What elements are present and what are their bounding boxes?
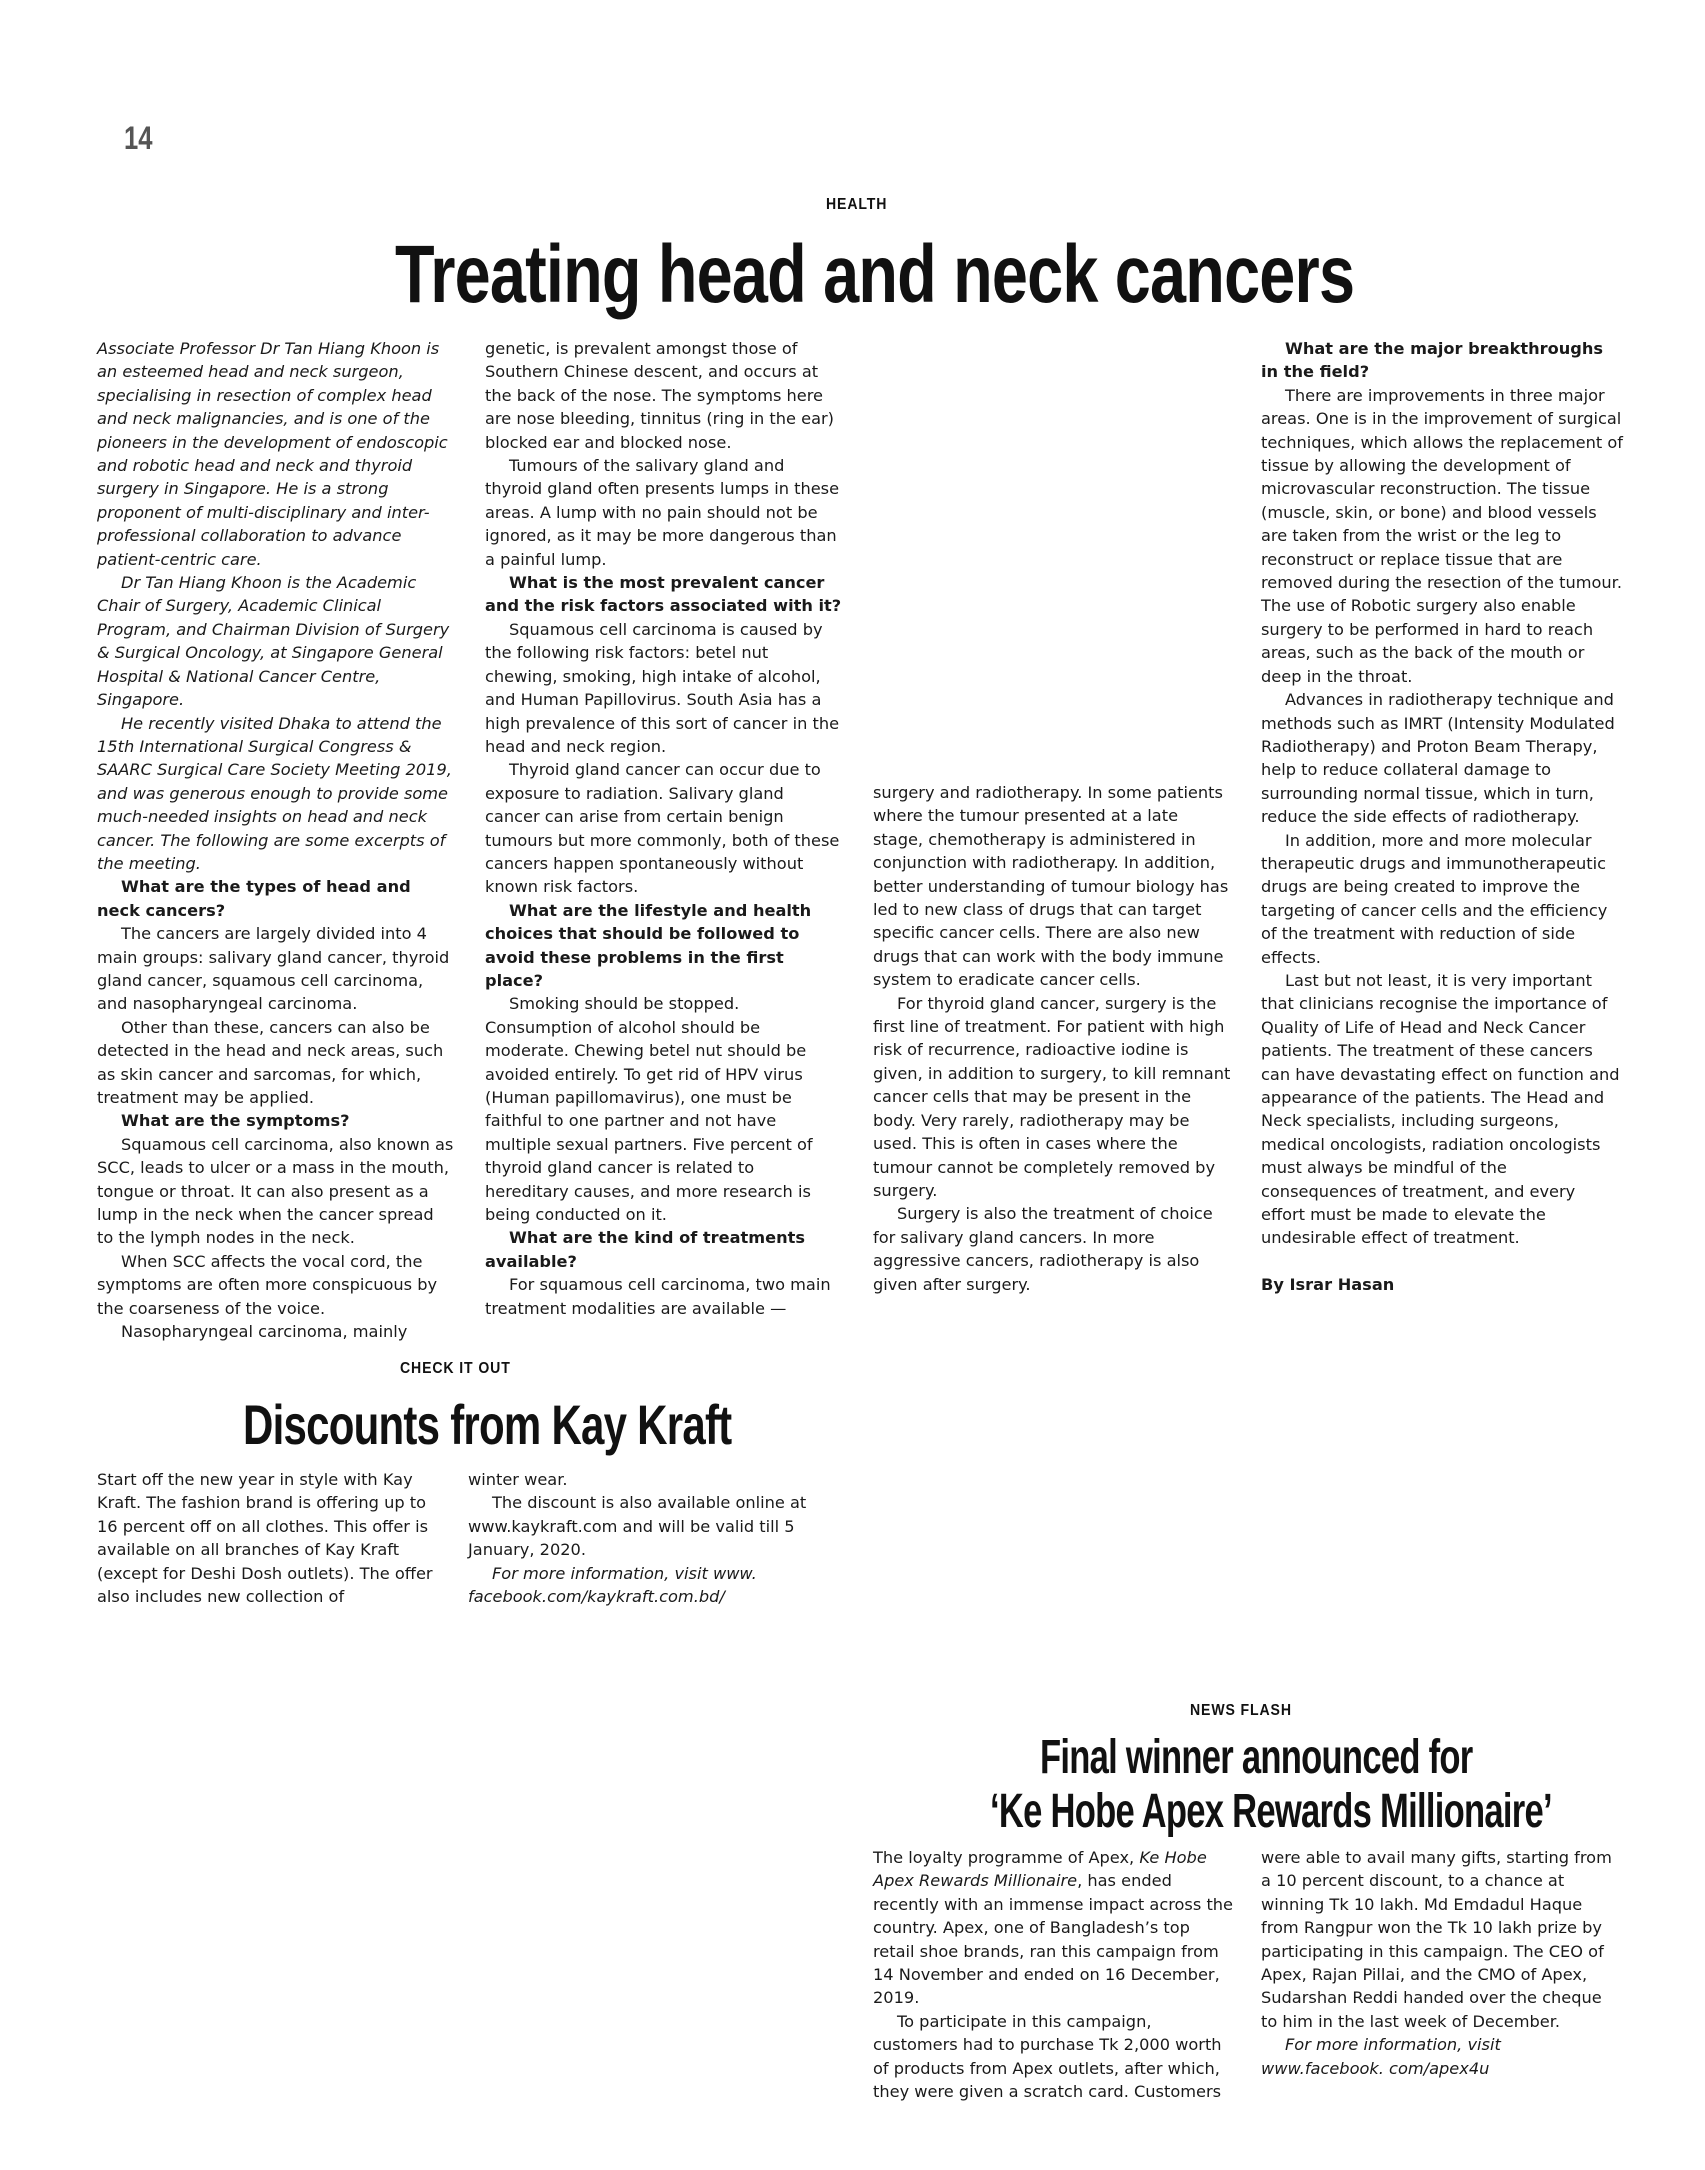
body-paragraph <box>873 1846 1233 2010</box>
health-kicker: HEALTH <box>826 196 888 213</box>
checkitout-column-2 <box>468 1468 813 1608</box>
body-paragraph: Nasopharyngeal carcinoma, mainly <box>121 1322 408 1342</box>
question-heading: What are the types of head and neck cancers? <box>97 877 411 920</box>
body-paragraph: Last but not least, it is very important that clinicians recognise the importance of Quality of Life of Head and Neck Cancer patients. The treatment of these cancers can have devastating effect on function and appearance of the patients. The Head and Neck specialists, including surgeons, medical oncologists, radiation oncologists must always be mindful of the consequences of treatment, and every effort must be made to elevate the undesirable effect of treatment. <box>1261 970 1620 1248</box>
body-paragraph: winter wear. <box>468 1470 568 1489</box>
body-paragraph: Other than these, cancers can also be detected in the head and neck areas, such as skin cancer and sarcomas, for which, treatment may be applied. <box>97 1017 444 1107</box>
body-paragraph: Smoking should be stopped. Consumption of alcohol should be moderate. Chewing betel nut should be avoided entirely. To get rid of HPV virus (Human papillomavirus), one must be faithful to one partner and not have multiple sexual partners. Five percent of thyroid gland cancer is related to hereditary causes, and more research is being conducted on it. <box>485 994 813 1225</box>
body-paragraph: When SCC affects the vocal cord, the symptoms are often more conspicuous by the coarseness of the voice. <box>97 1251 438 1318</box>
body-paragraph: genetic, is prevalent amongst those of Southern Chinese descent, and occurs at the back of the nose. The symptoms here are nose bleeding, tinnitus (ring in the ear) blocked ear and blocked nose. <box>485 339 834 452</box>
more-info-paragraph: For more information, visit www.facebook. com/apex4u <box>1261 2035 1501 2078</box>
checkitout-headline: Discounts from Kay Kraft <box>243 1393 732 1456</box>
health-column-4 <box>1261 337 1623 1296</box>
body-paragraph: Squamous cell carcinoma, also known as SCC, leads to ulcer or a mass in the mouth, tongue or throat. It can also present as a lump in the neck when the cancer spread to the lymph nodes in the neck. <box>97 1134 454 1248</box>
question-heading: What are the kind of treatments available? <box>485 1228 806 1271</box>
body-paragraph: Advances in radiotherapy technique and methods such as IMRT (Intensity Modulated Radiotherapy) and Proton Beam Therapy, help to reduce collateral damage to surrounding normal tissue, which in turn, reduce the side effects of radiotherapy. <box>1261 690 1615 827</box>
body-paragraph: To participate in this campaign, customers had to purchase Tk 2,000 worth of products from Apex outlets, after which, they were given a scratch card. Customers <box>873 2011 1222 2102</box>
body-paragraph: Tumours of the salivary gland and thyroid gland often presents lumps in these areas. A lump with no pain should not be ignored, as it may be more dangerous than a painful lump. <box>485 456 840 569</box>
health-column-1 <box>97 337 455 1343</box>
intro-paragraph: He recently visited Dhaka to attend the 15th International Surgical Congress & SAARC Surgical Care Society Meeting 2019, and was generous enough to provide some much-needed insights on head and neck cancer. The following are some excerpts of the meeting. <box>97 713 452 873</box>
newsflash-kicker: NEWS FLASH <box>1190 1702 1292 1719</box>
question-heading: What are the lifestyle and health choices that should be followed to avoid these problems in the first place? <box>485 900 812 990</box>
intro-paragraph: Associate Professor Dr Tan Hiang Khoon is an esteemed head and neck surgeon, specialising in resection of complex head and neck malignancies, and is one of the pioneers in the development of endoscopic and robotic head and neck and thyroid surgery in Singapore. He is a strong proponent of multi-disciplinary and inter-professional collaboration to advance patient-centric care. <box>97 339 448 569</box>
body-paragraph: The discount is also available online at www.kaykraft.com and will be valid till 5 January, 2020. <box>468 1493 807 1560</box>
checkitout-column-1 <box>97 1468 442 1608</box>
question-heading: What are the major breakthroughs in the field? <box>1261 339 1604 382</box>
text-span: The loyalty programme of Apex, <box>873 1848 1140 1867</box>
body-paragraph: surgery and radiotherapy. In some patients where the tumour presented at a late stage, chemotherapy is administered in conjunction with radiotherapy. In addition, better understanding of tumour biology has led to new class of drugs that can target specific cancer cells. There are also new drugs that can work with the body immune system to eradicate cancer cells. <box>873 783 1229 990</box>
body-paragraph: There are improvements in three major areas. One is in the improvement of surgical techniques, which allows the replacement of tissue by allowing the development of microvascular reconstruction. The tissue (muscle, skin, or bone) and blood vessels are taken from the wrist or the leg to reconstruct or replace tissue that are removed during the resection of the tumour. The use of Robotic surgery also enable surgery to be performed in hard to reach areas, such as the back of the mouth or deep in the throat. <box>1261 385 1623 686</box>
newsflash-headline-line2: ‘Ke Hobe Apex Rewards Millionaire’ <box>990 1785 1552 1838</box>
health-headline: Treating head and neck cancers <box>395 229 1355 320</box>
more-info-paragraph: For more information, visit www. facebook.com/kaykraft.com.bd/ <box>468 1563 757 1607</box>
newsflash-column-1 <box>873 1846 1233 2103</box>
newsflash-column-2 <box>1261 1846 1623 2080</box>
intro-paragraph: Dr Tan Hiang Khoon is the Academic Chair of Surgery, Academic Clinical Program, and Chairman Division of Surgery & Surgical Oncology, at Singapore General Hospital & National Cancer Centre, Singapore. <box>97 573 450 710</box>
health-column-3 <box>873 781 1231 1296</box>
health-column-2 <box>485 337 843 1320</box>
body-paragraph: Thyroid gland cancer can occur due to exposure to radiation. Salivary gland cancer can arise from certain benign tumours but more commonly, both of these cancers happen spontaneously without known risk factors. <box>485 760 840 897</box>
byline: By Israr Hasan <box>1261 1274 1395 1294</box>
body-paragraph: were able to avail many gifts, starting from a 10 percent discount, to a chance at winning Tk 10 lakh. Md Emdadul Haque from Rangpur won the Tk 10 lakh prize by participating in this campaign. The CEO of Apex, Rajan Pillai, and the CMO of Apex, Sudarshan Reddi handed over the cheque to him in the last week of December. <box>1261 1848 1612 2031</box>
checkitout-kicker: CHECK IT OUT <box>400 1360 511 1377</box>
text-span: , has ended recently with an immense impact across the country. Apex, one of Bangladesh’s top retail shoe brands, ran this campaign from 14 November and ended on 16 December, 2019. <box>873 1871 1234 2008</box>
question-heading: What are the symptoms? <box>121 1111 350 1131</box>
body-paragraph: For squamous cell carcinoma, two main treatment modalities are available — <box>485 1275 831 1318</box>
page-number: 14 <box>124 120 153 156</box>
body-paragraph: In addition, more and more molecular therapeutic drugs and immunotherapeutic drugs are being created to improve the targeting of cancer cells and the efficiency of the treatment with reduction of side effects. <box>1261 830 1608 967</box>
body-paragraph: For thyroid gland cancer, surgery is the first line of treatment. For patient with high risk of recurrence, radioactive iodine is given, in addition to surgery, to kill remnant cancer cells that may be present in the body. Very rarely, radiotherapy may be used. This is often in cases where the tumour cannot be completely removed by surgery. <box>873 993 1231 1200</box>
newsflash-headline-line1: Final winner announced for <box>1040 1731 1473 1784</box>
body-paragraph: The cancers are largely divided into 4 main groups: salivary gland cancer, thyroid gland cancer, squamous cell carcinoma, and nasopharyngeal carcinoma. <box>97 924 450 1014</box>
body-paragraph: Surgery is also the treatment of choice for salivary gland cancers. In more aggressive cancers, radiotherapy is also given after surgery. <box>873 1204 1213 1294</box>
question-heading: What is the most prevalent cancer and the risk factors associated with it? <box>485 573 842 616</box>
body-paragraph: Squamous cell carcinoma is caused by the following risk factors: betel nut chewing, smoking, high intake of alcohol, and Human Papillovirus. South Asia has a high prevalence of this sort of cancer in the head and neck region. <box>485 619 840 756</box>
body-paragraph: Start off the new year in style with Kay Kraft. The fashion brand is offering up to 16 percent off on all clothes. This offer is available on all branches of Kay Kraft (except for Deshi Dosh outlets). The offer also includes new collection of <box>97 1470 433 1607</box>
campaign-name: Ke Hobe Apex Rewards Millionaire <box>873 1848 1207 1891</box>
